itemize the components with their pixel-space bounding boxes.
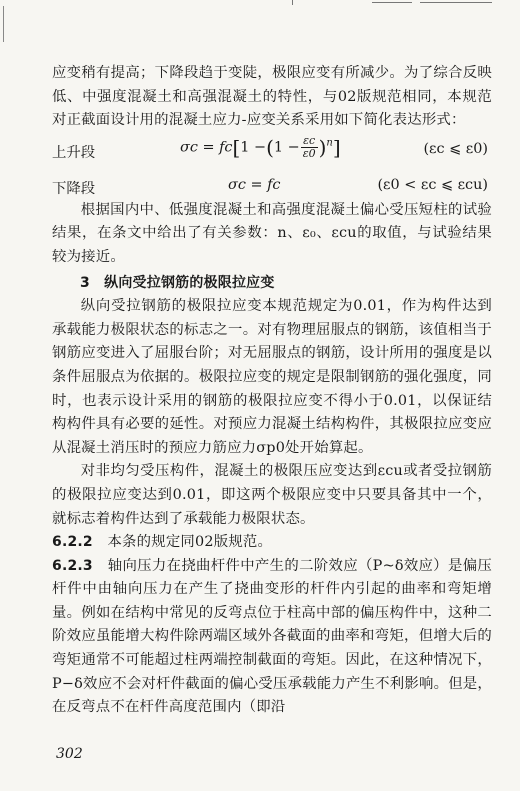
binding-edge-mark xyxy=(3,6,4,42)
equation-term: 1 − xyxy=(240,139,267,156)
equation-condition: (ε0 < εc ⩽ εcu) xyxy=(377,176,488,193)
section-heading: 3 纵向受拉钢筋的极限拉应变 xyxy=(80,274,275,291)
paragraph-intro: 应变稍有提高；下降段趋于变陡，极限应变有所减少。为了综合反映低、中强度混凝土和高强混凝土的特性，与02版规范相同，本规范对正截面设计用的混凝土应力-应变关系采用如下简化表达形式： xyxy=(52,65,492,129)
equation-rising xyxy=(52,133,492,169)
top-crop-edge xyxy=(0,0,520,8)
clause-text: 轴向压力在挠曲杆件中产生的二阶效应（P~δ效应）是偏压杆件中由轴向压力在产生了挠曲变形的杆件内引起的曲率和弯矩增量。例如在结构中常见的反弯点位于柱高中部的偏压构件中，这种二阶效应虽能增大构件除两端区域外各截面的曲率和弯矩，但增大后的弯矩通常不可能超过柱两端控制截面的弯矩。因此，在这种情况下，P−δ效应不会对杆件截面的偏心受压承载能力产生不利影响。但是，在反弯点不在杆件高度范围内（即沿 xyxy=(52,557,493,716)
crop-mark xyxy=(292,0,293,5)
strain-fraction xyxy=(301,135,318,160)
clause-number: 6.2.2 xyxy=(52,534,93,551)
paragraph-nonuniform: 对非均匀受压构件，混凝土的极限压应变达到εcu或者受拉钢筋的极限拉应变达到0.01，即这两个极限应变中只要具备其中一个，就标志着构件达到了承载能力极限状态。 xyxy=(52,463,492,527)
paragraph-tensile-strain: 纵向受拉钢筋的极限拉应变本规范规定为0.01，作为构件达到承载能力极限状态的标志之一。对有物理屈服点的钢筋，该值相当于钢筋应变进入了屈服台阶；对无屈服点的钢筋，设计所用的强度是以条件屈服点为依据的。极限拉应变的规定是限制钢筋的强化强度，同时，也表示设计采用的钢筋的极限拉应变不得小于0.01，以保证结构构件具有必要的延性。对预应力混凝土结构构件，其极限拉应变应从混凝土消压时的预应力筋应力σp0处开始算起。 xyxy=(52,298,492,456)
clause-text: 本条的规定同02版规范。 xyxy=(107,534,273,551)
fraction-denominator: ε0 xyxy=(302,146,316,160)
crop-mark xyxy=(420,2,492,3)
equation-formula: σc = fc xyxy=(228,176,281,193)
equation-lhs: σc = fc xyxy=(180,139,233,156)
exponent: n xyxy=(326,137,333,149)
equation-label: 下降段 xyxy=(52,180,96,197)
page-number: 302 xyxy=(56,746,83,762)
equation-label: 上升段 xyxy=(52,144,96,161)
crop-mark xyxy=(372,2,412,3)
equation-term: 1 − xyxy=(273,139,300,156)
clause-6-2-2 xyxy=(52,531,492,555)
equation-formula: σc = fc[1 −(1 − $\frac{\varepsilon c}{\varepsilon 0}$ )$^n$] xyxy=(180,133,341,160)
clause-6-2-3 xyxy=(52,555,492,720)
fraction-numerator: εc xyxy=(301,135,318,148)
equation-condition: (εc ⩽ ε0) xyxy=(423,140,488,157)
equation-falling xyxy=(52,169,492,199)
paragraph-test-results: 根据国内中、低强度混凝土和高强度混凝土偏心受压短柱的试验结果，在条文中给出了有关参数：n、ε₀、εcu的取值，与试验结果较为接近。 xyxy=(52,201,492,265)
page-body xyxy=(52,62,492,720)
clause-number: 6.2.3 xyxy=(52,557,93,574)
